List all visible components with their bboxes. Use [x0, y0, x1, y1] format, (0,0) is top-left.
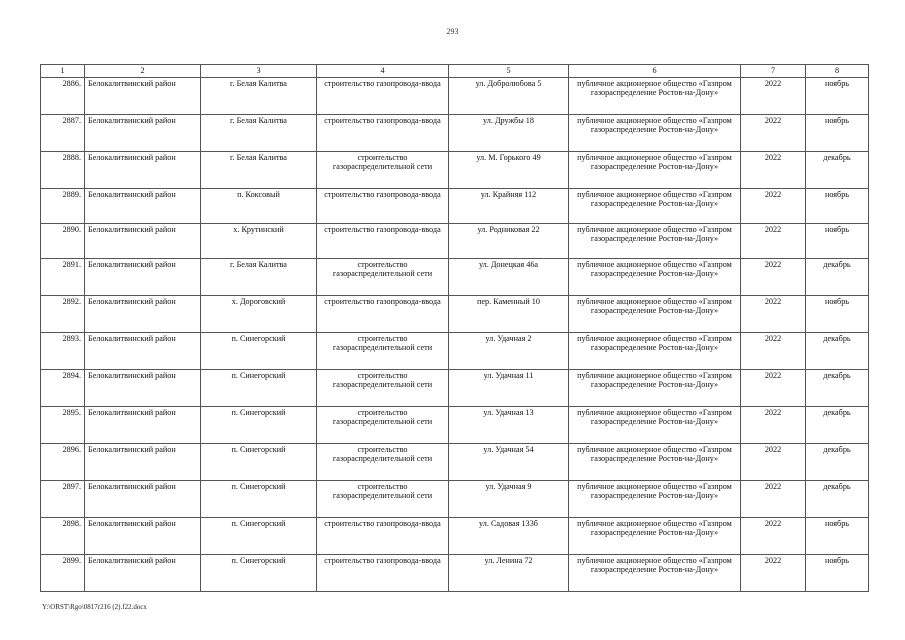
- column-header-2: 2: [85, 65, 201, 78]
- district-cell: Белокалитвинский район: [85, 259, 201, 296]
- organization-cell: публичное акционерное общество «Газпром газораспределение Ростов-на-Дону»: [569, 115, 741, 152]
- row-number: 2889.: [41, 189, 85, 224]
- address-cell: ул. Донецкая 46а: [449, 259, 569, 296]
- address-cell: ул. Ленина 72: [449, 555, 569, 592]
- work-type-cell: строительство газораспределительной сети: [317, 370, 449, 407]
- settlement-cell: г. Белая Калитва: [201, 259, 317, 296]
- work-type-cell: строительство газораспределительной сети: [317, 333, 449, 370]
- table-row: [41, 189, 869, 224]
- table-row: [41, 296, 869, 333]
- settlement-cell: г. Белая Калитва: [201, 78, 317, 115]
- address-cell: ул. Удачная 13: [449, 407, 569, 444]
- organization-cell: публичное акционерное общество «Газпром газораспределение Ростов-на-Дону»: [569, 333, 741, 370]
- address-cell: ул. Удачная 54: [449, 444, 569, 481]
- year-cell: 2022: [741, 189, 806, 224]
- table-row: [41, 259, 869, 296]
- column-header-7: 7: [741, 65, 806, 78]
- column-number-header: [41, 65, 869, 78]
- table-row: [41, 115, 869, 152]
- year-cell: 2022: [741, 224, 806, 259]
- district-cell: Белокалитвинский район: [85, 518, 201, 555]
- row-number: 2887.: [41, 115, 85, 152]
- year-cell: 2022: [741, 296, 806, 333]
- organization-cell: публичное акционерное общество «Газпром газораспределение Ростов-на-Дону»: [569, 152, 741, 189]
- district-cell: Белокалитвинский район: [85, 444, 201, 481]
- work-type-cell: строительство газораспределительной сети: [317, 444, 449, 481]
- row-number: 2890.: [41, 224, 85, 259]
- page-number: 293: [446, 27, 459, 36]
- month-cell: декабрь: [806, 407, 869, 444]
- district-cell: Белокалитвинский район: [85, 189, 201, 224]
- work-type-cell: строительство газопровода-ввода: [317, 555, 449, 592]
- address-cell: ул. М. Горького 49: [449, 152, 569, 189]
- settlement-cell: х. Крутинский: [201, 224, 317, 259]
- district-cell: Белокалитвинский район: [85, 407, 201, 444]
- month-cell: декабрь: [806, 481, 869, 518]
- table-row: [41, 78, 869, 115]
- table-row: [41, 444, 869, 481]
- table-body: [41, 78, 869, 592]
- organization-cell: публичное акционерное общество «Газпром газораспределение Ростов-на-Дону»: [569, 481, 741, 518]
- district-cell: Белокалитвинский район: [85, 115, 201, 152]
- address-cell: ул. Садовая 133б: [449, 518, 569, 555]
- work-type-cell: строительство газораспределительной сети: [317, 259, 449, 296]
- column-header-4: 4: [317, 65, 449, 78]
- settlement-cell: г. Белая Калитва: [201, 152, 317, 189]
- table-row: [41, 481, 869, 518]
- month-cell: ноябрь: [806, 224, 869, 259]
- address-cell: ул. Добролюбова 5: [449, 78, 569, 115]
- year-cell: 2022: [741, 152, 806, 189]
- work-type-cell: строительство газопровода-ввода: [317, 78, 449, 115]
- address-cell: ул. Удачная 9: [449, 481, 569, 518]
- row-number: 2899.: [41, 555, 85, 592]
- settlement-cell: п. Синегорский: [201, 481, 317, 518]
- settlement-cell: п. Синегорский: [201, 370, 317, 407]
- settlement-cell: п. Синегорский: [201, 407, 317, 444]
- month-cell: декабрь: [806, 152, 869, 189]
- column-header-1: 1: [41, 65, 85, 78]
- year-cell: 2022: [741, 407, 806, 444]
- year-cell: 2022: [741, 481, 806, 518]
- row-number: 2896.: [41, 444, 85, 481]
- district-cell: Белокалитвинский район: [85, 152, 201, 189]
- work-type-cell: строительство газопровода-ввода: [317, 115, 449, 152]
- row-number: 2886.: [41, 78, 85, 115]
- row-number: 2895.: [41, 407, 85, 444]
- row-number: 2897.: [41, 481, 85, 518]
- year-cell: 2022: [741, 370, 806, 407]
- row-number: 2888.: [41, 152, 85, 189]
- year-cell: 2022: [741, 518, 806, 555]
- table-row: [41, 370, 869, 407]
- organization-cell: публичное акционерное общество «Газпром газораспределение Ростов-на-Дону»: [569, 444, 741, 481]
- month-cell: ноябрь: [806, 78, 869, 115]
- settlement-cell: п. Синегорский: [201, 555, 317, 592]
- district-cell: Белокалитвинский район: [85, 555, 201, 592]
- month-cell: ноябрь: [806, 518, 869, 555]
- organization-cell: публичное акционерное общество «Газпром газораспределение Ростов-на-Дону»: [569, 78, 741, 115]
- month-cell: ноябрь: [806, 555, 869, 592]
- row-number: 2894.: [41, 370, 85, 407]
- table-row: [41, 152, 869, 189]
- settlement-cell: п. Синегорский: [201, 518, 317, 555]
- settlement-cell: п. Синегорский: [201, 444, 317, 481]
- organization-cell: публичное акционерное общество «Газпром газораспределение Ростов-на-Дону»: [569, 224, 741, 259]
- organization-cell: публичное акционерное общество «Газпром газораспределение Ростов-на-Дону»: [569, 370, 741, 407]
- objects-table: [40, 64, 869, 592]
- column-header-5: 5: [449, 65, 569, 78]
- work-type-cell: строительство газопровода-ввода: [317, 189, 449, 224]
- column-header-6: 6: [569, 65, 741, 78]
- month-cell: декабрь: [806, 333, 869, 370]
- district-cell: Белокалитвинский район: [85, 481, 201, 518]
- organization-cell: публичное акционерное общество «Газпром газораспределение Ростов-на-Дону»: [569, 189, 741, 224]
- settlement-cell: г. Белая Калитва: [201, 115, 317, 152]
- year-cell: 2022: [741, 333, 806, 370]
- organization-cell: публичное акционерное общество «Газпром газораспределение Ростов-на-Дону»: [569, 296, 741, 333]
- organization-cell: публичное акционерное общество «Газпром газораспределение Ростов-на-Дону»: [569, 259, 741, 296]
- organization-cell: публичное акционерное общество «Газпром газораспределение Ростов-на-Дону»: [569, 407, 741, 444]
- year-cell: 2022: [741, 444, 806, 481]
- district-cell: Белокалитвинский район: [85, 78, 201, 115]
- work-type-cell: строительство газопровода-ввода: [317, 296, 449, 333]
- table-row: [41, 407, 869, 444]
- month-cell: декабрь: [806, 259, 869, 296]
- column-header-8: 8: [806, 65, 869, 78]
- work-type-cell: строительство газопровода-ввода: [317, 224, 449, 259]
- settlement-cell: п. Синегорский: [201, 333, 317, 370]
- column-header-3: 3: [201, 65, 317, 78]
- district-cell: Белокалитвинский район: [85, 224, 201, 259]
- year-cell: 2022: [741, 259, 806, 296]
- table-row: [41, 555, 869, 592]
- address-cell: ул. Дружбы 18: [449, 115, 569, 152]
- year-cell: 2022: [741, 555, 806, 592]
- work-type-cell: строительство газораспределительной сети: [317, 152, 449, 189]
- table-row: [41, 224, 869, 259]
- month-cell: декабрь: [806, 444, 869, 481]
- month-cell: ноябрь: [806, 296, 869, 333]
- file-path-footer: Y:\ORST\Rgo\0817r216 (2).f22.docx: [42, 603, 147, 611]
- address-cell: пер. Каменный 10: [449, 296, 569, 333]
- address-cell: ул. Удачная 2: [449, 333, 569, 370]
- row-number: 2893.: [41, 333, 85, 370]
- address-cell: ул. Родниковая 22: [449, 224, 569, 259]
- month-cell: декабрь: [806, 370, 869, 407]
- address-cell: ул. Удачная 11: [449, 370, 569, 407]
- table-row: [41, 518, 869, 555]
- year-cell: 2022: [741, 115, 806, 152]
- organization-cell: публичное акционерное общество «Газпром газораспределение Ростов-на-Дону»: [569, 555, 741, 592]
- address-cell: ул. Крайняя 112: [449, 189, 569, 224]
- work-type-cell: строительство газопровода-ввода: [317, 518, 449, 555]
- district-cell: Белокалитвинский район: [85, 296, 201, 333]
- year-cell: 2022: [741, 78, 806, 115]
- row-number: 2898.: [41, 518, 85, 555]
- settlement-cell: п. Коксовый: [201, 189, 317, 224]
- month-cell: ноябрь: [806, 115, 869, 152]
- row-number: 2892.: [41, 296, 85, 333]
- month-cell: ноябрь: [806, 189, 869, 224]
- row-number: 2891.: [41, 259, 85, 296]
- table-row: [41, 333, 869, 370]
- work-type-cell: строительство газораспределительной сети: [317, 481, 449, 518]
- work-type-cell: строительство газораспределительной сети: [317, 407, 449, 444]
- organization-cell: публичное акционерное общество «Газпром газораспределение Ростов-на-Дону»: [569, 518, 741, 555]
- district-cell: Белокалитвинский район: [85, 370, 201, 407]
- settlement-cell: х. Дороговский: [201, 296, 317, 333]
- district-cell: Белокалитвинский район: [85, 333, 201, 370]
